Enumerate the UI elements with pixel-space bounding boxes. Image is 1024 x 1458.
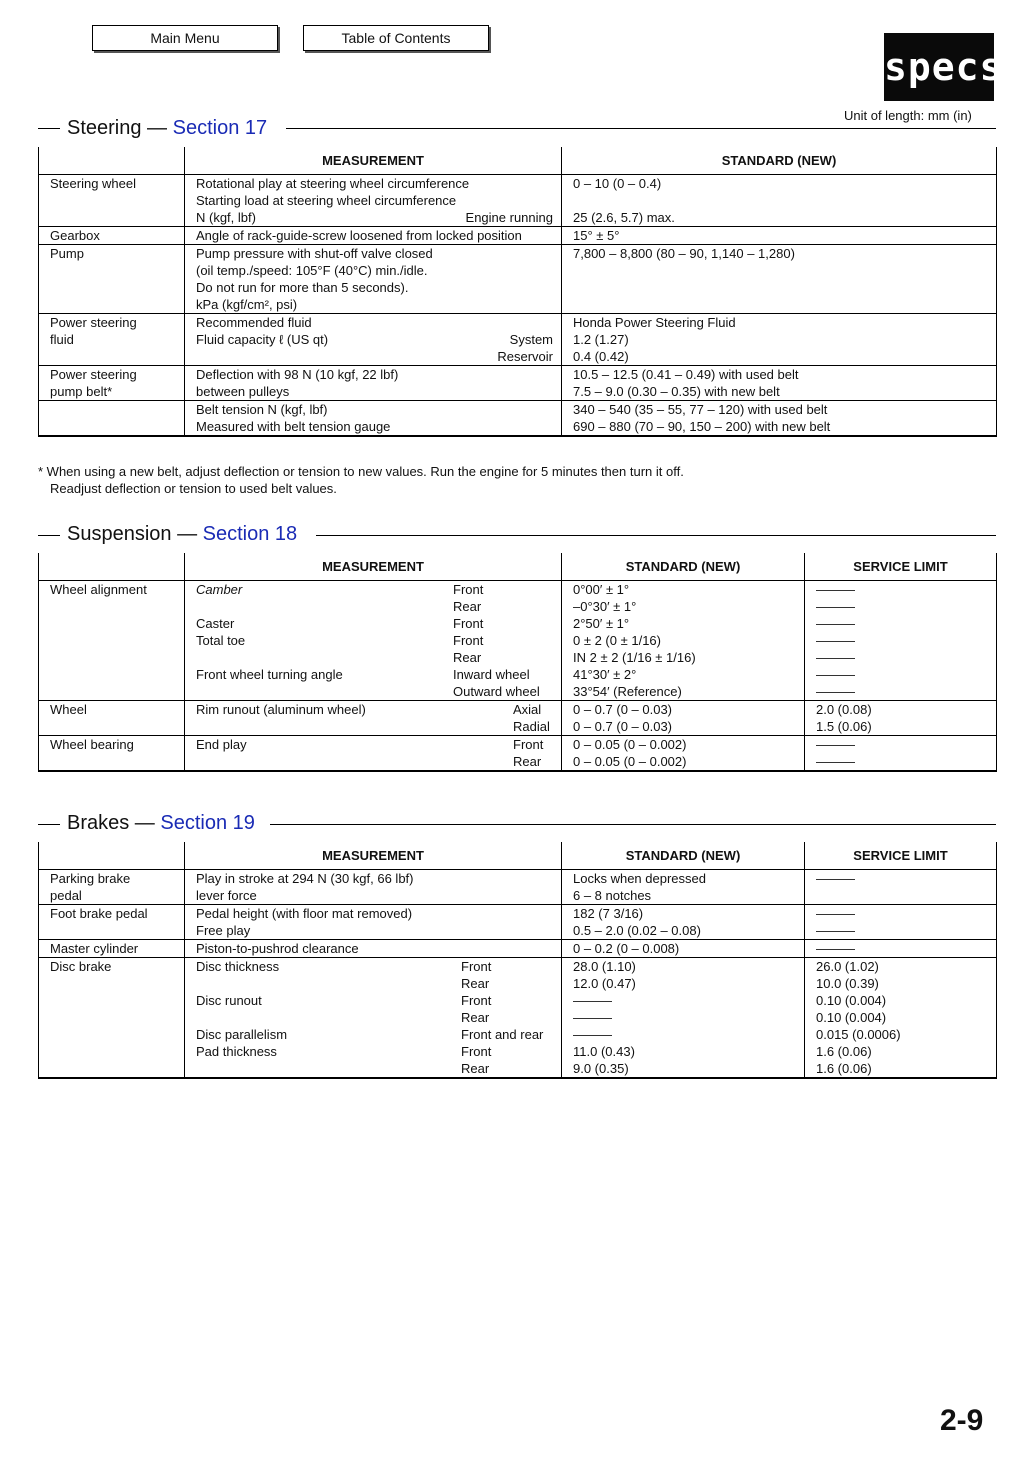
column-header: STANDARD (NEW): [562, 553, 805, 581]
measurement-qualifier: Outward wheel: [453, 684, 540, 699]
measurement-line: [196, 1026, 553, 1043]
measurement-qualifier: Front: [461, 993, 492, 1008]
standard-value: 0 – 0.05 (0 – 0.002): [573, 737, 687, 752]
standard-value: 11.0 (0.43): [573, 1044, 635, 1059]
main-menu-button[interactable]: Main Menu: [92, 25, 278, 51]
service-limit-value: ———: [816, 906, 855, 921]
measurement-line: [196, 331, 553, 348]
measurement-qualifier: System: [509, 332, 553, 347]
item-cell: [39, 701, 185, 736]
header-blank-cell: [39, 147, 185, 175]
header-blank-cell: [39, 553, 185, 581]
table-row: [39, 736, 997, 772]
standard-value: 690 – 880 (70 – 90, 150 – 200) with new belt: [573, 419, 831, 434]
measurement-line: [196, 401, 553, 418]
brakes-table: [38, 842, 997, 1079]
standard-value: 9.0 (0.35): [573, 1061, 629, 1076]
measurement-line: [196, 296, 553, 313]
measurement-line: [196, 1009, 553, 1026]
item-cell: [39, 905, 185, 940]
measurement-text: Pedal height (with floor mat removed): [196, 906, 413, 921]
steering-section-title: [67, 116, 267, 140]
section-rule: [38, 535, 60, 536]
measurement-qualifier: Axial: [513, 702, 542, 717]
item-name: pump belt*: [50, 384, 113, 399]
measurement-cell: [185, 314, 562, 366]
section-18-link[interactable]: Section 18: [202, 523, 298, 545]
section-17-link[interactable]: Section 17: [172, 117, 268, 139]
title-dash: —: [129, 812, 161, 834]
service-limit-value: ———: [816, 667, 855, 682]
standard-cell: [562, 870, 805, 905]
item-cell: [39, 366, 185, 401]
title-dash: —: [141, 117, 173, 139]
measurement-qualifier: Rear: [453, 650, 482, 665]
measurement-text: Piston-to-pushrod clearance: [196, 941, 359, 956]
service-limit-value: ———: [816, 684, 855, 699]
measurement-line: [196, 615, 553, 632]
table-row: [39, 958, 997, 1079]
item-name: fluid: [50, 332, 74, 347]
service-limit-cell: [805, 870, 997, 905]
unit-note: Unit of length: mm (in): [844, 108, 972, 123]
measurement-text: between pulleys: [196, 384, 290, 399]
measurement-cell: [185, 958, 562, 1079]
section-rule: [270, 824, 996, 825]
standard-cell: [562, 175, 997, 227]
standard-value: 340 – 540 (35 – 55, 77 – 120) with used belt: [573, 402, 828, 417]
section-name: Brakes: [67, 812, 130, 834]
item-name: Wheel alignment: [50, 582, 147, 597]
measurement-text: Pad thickness: [196, 1044, 277, 1059]
table-row: [39, 227, 997, 245]
service-limit-value: ———: [816, 650, 855, 665]
service-limit-value: 2.0 (0.08): [816, 702, 872, 717]
measurement-qualifier: Front and rear: [461, 1027, 544, 1042]
measurement-text: Measured with belt tension gauge: [196, 419, 391, 434]
service-limit-value: 1.6 (0.06): [816, 1044, 872, 1059]
measurement-text: N (kgf, lbf): [196, 210, 256, 225]
measurement-cell: [185, 401, 562, 437]
measurement-text: Caster: [196, 616, 235, 631]
column-header: STANDARD (NEW): [562, 147, 997, 175]
standard-cell: [562, 314, 997, 366]
measurement-cell: [185, 245, 562, 314]
measurement-qualifier: [513, 905, 553, 922]
measurement-line: [196, 975, 553, 992]
standard-value: 7,800 – 8,800 (80 – 90, 1,140 – 1,280): [573, 246, 795, 261]
service-limit-value: 0.10 (0.004): [816, 1010, 887, 1025]
measurement-cell: [185, 366, 562, 401]
standard-value: 0 ± 2 (0 ± 1/16): [573, 633, 661, 648]
brakes-section-title: [67, 811, 255, 835]
measurement-qualifier: Front: [461, 1044, 492, 1059]
service-limit-value: [816, 887, 988, 904]
item-name: Power steering: [50, 367, 137, 382]
measurement-line: [196, 279, 553, 296]
column-header: STANDARD (NEW): [562, 842, 805, 870]
table-row: [39, 701, 997, 736]
item-name: Parking brake: [50, 871, 131, 886]
measurement-text: Free play: [196, 923, 251, 938]
service-limit-value: 1.6 (0.06): [816, 1061, 872, 1076]
table-row: [39, 905, 997, 940]
standard-value: 41°30′ ± 2°: [573, 667, 637, 682]
service-limit-cell: [805, 958, 997, 1079]
measurement-line: [196, 175, 553, 192]
measurement-line: [196, 753, 553, 770]
service-limit-value: ———: [816, 616, 855, 631]
measurement-cell: [185, 227, 562, 245]
standard-cell: [562, 227, 997, 245]
measurement-text: Recommended fluid: [196, 315, 312, 330]
section-rule: [38, 824, 60, 825]
measurement-line: [196, 736, 553, 753]
item-cell: [39, 940, 185, 958]
header-row: [39, 553, 997, 581]
table-row: [39, 175, 997, 227]
measurement-text: Disc thickness: [196, 959, 280, 974]
measurement-text: Play in stroke at 294 N (30 kgf, 66 lbf): [196, 871, 414, 886]
standard-value: Locks when depressed: [573, 871, 706, 886]
service-limit-cell: [805, 905, 997, 940]
standard-value: 182 (7 3/16): [573, 906, 644, 921]
measurement-text: lever force: [196, 888, 257, 903]
measurement-cell: [185, 581, 562, 701]
measurement-line: [196, 870, 553, 887]
measurement-line: [196, 209, 553, 226]
header-row: [39, 842, 997, 870]
standard-value: 0°00′ ± 1°: [573, 582, 630, 597]
measurement-line: [196, 905, 553, 922]
measurement-line: [196, 649, 553, 666]
standard-value: 12.0 (0.47): [573, 976, 636, 991]
measurement-qualifier: Engine running: [465, 210, 553, 225]
service-limit-value: 10.0 (0.39): [816, 976, 879, 991]
measurement-line: [196, 262, 553, 279]
item-name: Wheel: [50, 702, 87, 717]
measurement-qualifier: Front: [461, 959, 492, 974]
standard-value: [573, 192, 988, 209]
item-name: Power steering: [50, 315, 137, 330]
service-limit-cell: [805, 581, 997, 701]
item-name: Disc brake: [50, 959, 112, 974]
measurement-qualifier: Front: [453, 582, 484, 597]
measurement-text: Disc runout: [196, 993, 262, 1008]
measurement-text: Fluid capacity ℓ (US qt): [196, 332, 329, 347]
standard-value: 25 (2.6, 5.7) max.: [573, 210, 675, 225]
standard-value: 15° ± 5°: [573, 228, 620, 243]
measurement-qualifier: Front: [453, 616, 484, 631]
item-cell: [39, 175, 185, 227]
header-blank-cell: [39, 842, 185, 870]
standard-value: –0°30′ ± 1°: [573, 599, 637, 614]
measurement-line: [196, 992, 553, 1009]
measurement-qualifier: Front: [453, 633, 484, 648]
service-limit-value: 0.10 (0.004): [816, 993, 887, 1008]
measurement-qualifier: [513, 870, 553, 887]
measurement-text: Do not run for more than 5 seconds).: [196, 280, 409, 295]
measurement-line: [196, 314, 553, 331]
item-cell: [39, 581, 185, 701]
standard-value: ———: [573, 1010, 612, 1025]
measurement-cell: [185, 870, 562, 905]
item-name: Foot brake pedal: [50, 906, 148, 921]
item-name: Pump: [50, 246, 84, 261]
standard-cell: [562, 366, 997, 401]
measurement-qualifier: Radial: [513, 719, 550, 734]
measurement-qualifier: Reservoir: [497, 349, 553, 364]
standard-value: 33°54′ (Reference): [573, 684, 682, 699]
standard-value: 1.2 (1.27): [573, 332, 629, 347]
standard-value: 0 – 0.2 (0 – 0.008): [573, 941, 680, 956]
item-cell: [39, 401, 185, 437]
standard-value: 6 – 8 notches: [573, 888, 652, 903]
measurement-cell: [185, 175, 562, 227]
standard-value: 0 – 10 (0 – 0.4): [573, 176, 662, 191]
footnote-line: Readjust deflection or tension to used belt values.: [50, 481, 337, 496]
measurement-text: Total toe: [196, 633, 246, 648]
table-row: [39, 940, 997, 958]
item-cell: [39, 245, 185, 314]
measurement-qualifier: Rear: [461, 976, 490, 991]
table-row: [39, 314, 997, 366]
measurement-line: [196, 958, 553, 975]
measurement-line: [196, 192, 553, 209]
standard-value: 0 – 0.05 (0 – 0.002): [573, 754, 687, 769]
standard-cell: [562, 245, 997, 314]
title-dash: —: [171, 523, 203, 545]
measurement-line: [196, 632, 553, 649]
measurement-qualifier: Rear: [461, 1061, 490, 1076]
item-cell: [39, 227, 185, 245]
item-cell: [39, 314, 185, 366]
standard-value: 7.5 – 9.0 (0.30 – 0.35) with new belt: [573, 384, 780, 399]
measurement-text: (oil temp./speed: 105°F (40°C) min./idle.: [196, 263, 428, 278]
measurement-cell: [185, 701, 562, 736]
measurement-text: kPa (kgf/cm², psi): [196, 297, 298, 312]
table-row: [39, 245, 997, 314]
measurement-line: [196, 348, 553, 365]
service-limit-cell: [805, 736, 997, 772]
standard-value: 0 – 0.7 (0 – 0.03): [573, 719, 673, 734]
measurement-line: [196, 940, 553, 957]
column-header: MEASUREMENT: [185, 147, 562, 175]
column-header: MEASUREMENT: [185, 553, 562, 581]
measurement-line: [196, 245, 553, 262]
measurement-line: [196, 922, 553, 939]
standard-cell: [562, 958, 805, 1079]
standard-cell: [562, 905, 805, 940]
measurement-line: [196, 581, 553, 598]
section-rule: [286, 128, 996, 129]
measurement-line: [196, 683, 553, 700]
measurement-text: Pump pressure with shut-off valve closed: [196, 246, 433, 261]
standard-cell: [562, 581, 805, 701]
service-limit-value: 0.015 (0.0006): [816, 1027, 901, 1042]
table-row: [39, 870, 997, 905]
measurement-cell: [185, 905, 562, 940]
standard-cell: [562, 736, 805, 772]
column-header: MEASUREMENT: [185, 842, 562, 870]
measurement-qualifier: Rear: [453, 599, 482, 614]
measurement-text: End play: [196, 737, 247, 752]
standard-value: 0 – 0.7 (0 – 0.03): [573, 702, 673, 717]
steering-table: [38, 147, 997, 437]
measurement-qualifier: Inward wheel: [453, 667, 530, 682]
measurement-qualifier: Rear: [461, 1010, 490, 1025]
measurement-text: Starting load at steering wheel circumference: [196, 193, 457, 208]
column-header: SERVICE LIMIT: [805, 842, 997, 870]
service-limit-value: ———: [816, 941, 855, 956]
service-limit-value: ———: [816, 582, 855, 597]
measurement-text: Camber: [196, 582, 243, 597]
standard-cell: [562, 401, 997, 437]
footnote-line: * When using a new belt, adjust deflection or tension to new values. Run the engine for 5 minutes then turn it off.: [38, 464, 684, 479]
measurement-qualifier: [513, 887, 553, 904]
service-limit-cell: [805, 701, 997, 736]
measurement-cell: [185, 736, 562, 772]
measurement-line: [196, 598, 553, 615]
item-cell: [39, 870, 185, 905]
item-cell: [39, 958, 185, 1079]
item-name: Wheel bearing: [50, 737, 134, 752]
measurement-qualifier: Front: [513, 737, 544, 752]
standard-value: 0.5 – 2.0 (0.02 – 0.08): [573, 923, 701, 938]
measurement-line: [196, 887, 553, 904]
item-name: Steering wheel: [50, 176, 136, 191]
standard-value: 28.0 (1.10): [573, 959, 636, 974]
column-header: SERVICE LIMIT: [805, 553, 997, 581]
measurement-line: [196, 701, 553, 718]
measurement-text: Rotational play at steering wheel circumference: [196, 176, 470, 191]
measurement-line: [196, 383, 553, 400]
standard-cell: [562, 701, 805, 736]
measurement-line: [196, 1060, 553, 1077]
service-limit-value: ———: [816, 923, 855, 938]
standard-value: ———: [573, 1027, 612, 1042]
measurement-text: Deflection with 98 N (10 kgf, 22 lbf): [196, 367, 399, 382]
section-rule: [316, 535, 996, 536]
measurement-qualifier: Rear: [513, 754, 542, 769]
footnote: [38, 463, 684, 497]
suspension-table: [38, 553, 997, 772]
measurement-text: Angle of rack-guide-screw loosened from locked position: [196, 228, 522, 243]
standard-value: 10.5 – 12.5 (0.41 – 0.49) with used belt: [573, 367, 799, 382]
item-name: Master cylinder: [50, 941, 139, 956]
standard-value: 2°50′ ± 1°: [573, 616, 630, 631]
item-cell: [39, 736, 185, 772]
table-row: [39, 366, 997, 401]
item-name: pedal: [50, 888, 82, 903]
measurement-line: [196, 666, 553, 683]
measurement-text: Front wheel turning angle: [196, 667, 343, 682]
table-row: [39, 581, 997, 701]
suspension-section-title: [67, 522, 297, 546]
standard-value: Honda Power Steering Fluid: [573, 315, 736, 330]
service-limit-value: ———: [816, 599, 855, 614]
service-limit-value: ———: [816, 633, 855, 648]
service-limit-value: ———: [816, 737, 855, 752]
standard-cell: [562, 940, 805, 958]
section-rule: [38, 128, 60, 129]
page-number: 2-9: [940, 1404, 984, 1437]
item-name: Gearbox: [50, 228, 100, 243]
standard-value: IN 2 ± 2 (1/16 ± 1/16): [573, 650, 696, 665]
standard-value: ———: [573, 993, 612, 1008]
measurement-text: Disc parallelism: [196, 1027, 288, 1042]
service-limit-value: ———: [816, 871, 855, 886]
measurement-line: [196, 1043, 553, 1060]
measurement-line: [196, 718, 553, 735]
measurement-qualifier: [513, 940, 553, 957]
measurement-cell: [185, 940, 562, 958]
table-row: [39, 401, 997, 437]
section-name: Suspension: [67, 523, 172, 545]
section-name: Steering: [67, 117, 142, 139]
measurement-line: [196, 418, 553, 435]
measurement-text: Belt tension N (kgf, lbf): [196, 402, 328, 417]
service-limit-value: 26.0 (1.02): [816, 959, 879, 974]
standard-value: 0.4 (0.42): [573, 349, 629, 364]
header-row: [39, 147, 997, 175]
table-of-contents-button[interactable]: Table of Contents: [303, 25, 489, 51]
service-limit-value: ———: [816, 754, 855, 769]
service-limit-cell: [805, 940, 997, 958]
specs-logo: specs: [884, 33, 994, 101]
measurement-qualifier: [513, 922, 553, 939]
service-limit-value: 1.5 (0.06): [816, 719, 872, 734]
measurement-line: [196, 227, 553, 244]
measurement-text: Rim runout (aluminum wheel): [196, 702, 366, 717]
section-19-link[interactable]: Section 19: [160, 812, 255, 834]
measurement-line: [196, 366, 553, 383]
